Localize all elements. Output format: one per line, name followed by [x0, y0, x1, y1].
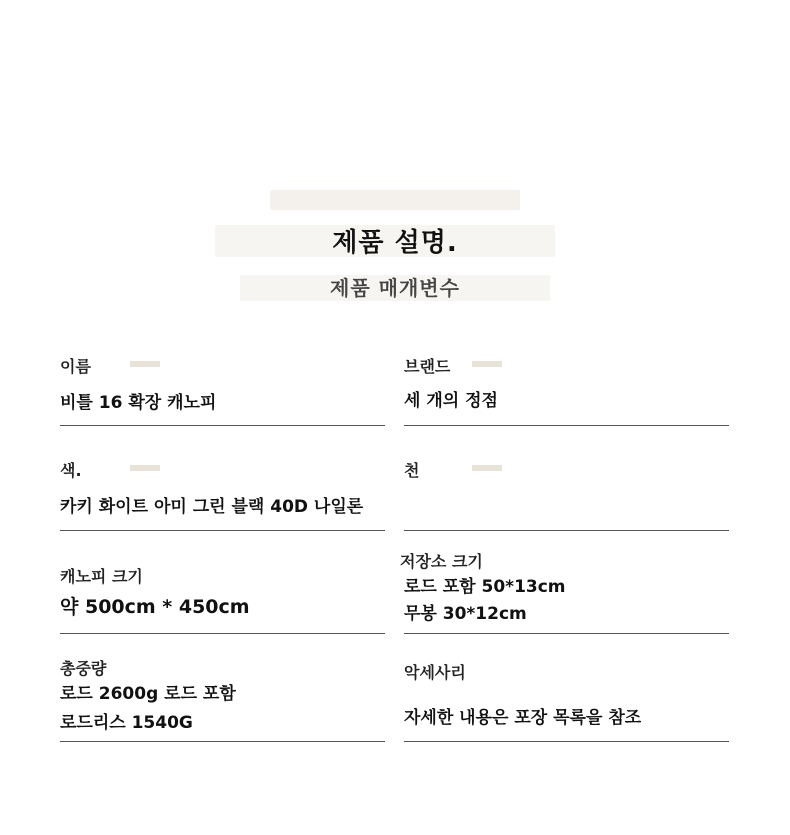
spec-storage-size-line1: 로드 포함 50*13cm [404, 577, 566, 597]
spec-canopy-size-value: 약 500cm * 450cm [60, 596, 250, 618]
spec-name-label: 이름 [60, 357, 91, 376]
spec-total-weight-line1: 로드 2600g 로드 포함 [60, 684, 236, 704]
divider [404, 633, 729, 634]
page-subtitle: 제품 매개변수 [330, 276, 460, 300]
label-decoration [472, 465, 502, 471]
spec-brand-label: 브랜드 [404, 357, 451, 376]
divider [404, 741, 729, 742]
spec-name-value: 비틀 16 확장 캐노피 [60, 393, 217, 413]
divider [60, 425, 385, 426]
spec-total-weight-label: 총중량 [60, 659, 107, 678]
spec-storage-size-line2: 무봉 30*12cm [404, 604, 527, 624]
spec-color-label: 색. [60, 461, 82, 480]
spec-accessories-label: 악세사리 [404, 663, 466, 682]
faded-background-text [270, 190, 520, 210]
spec-storage-size-label: 저장소 크기 [400, 552, 483, 571]
spec-fabric-label: 천 [404, 461, 420, 480]
spec-accessories-value: 자세한 내용은 포장 목록을 참조 [404, 708, 642, 728]
spec-color-value: 카키 화이트 아미 그린 블랙 40D 나일론 [60, 497, 364, 517]
page-title: 제품 설명. [332, 228, 458, 258]
divider [404, 425, 729, 426]
label-decoration [472, 361, 502, 367]
spec-canopy-size-label: 캐노피 크기 [60, 567, 143, 586]
divider [60, 530, 385, 531]
divider [60, 633, 385, 634]
label-decoration [130, 361, 160, 367]
divider [404, 530, 729, 531]
spec-brand-value: 세 개의 정점 [404, 391, 498, 411]
spec-total-weight-line2: 로드리스 1540G [60, 713, 193, 733]
divider [60, 741, 385, 742]
label-decoration [130, 465, 160, 471]
